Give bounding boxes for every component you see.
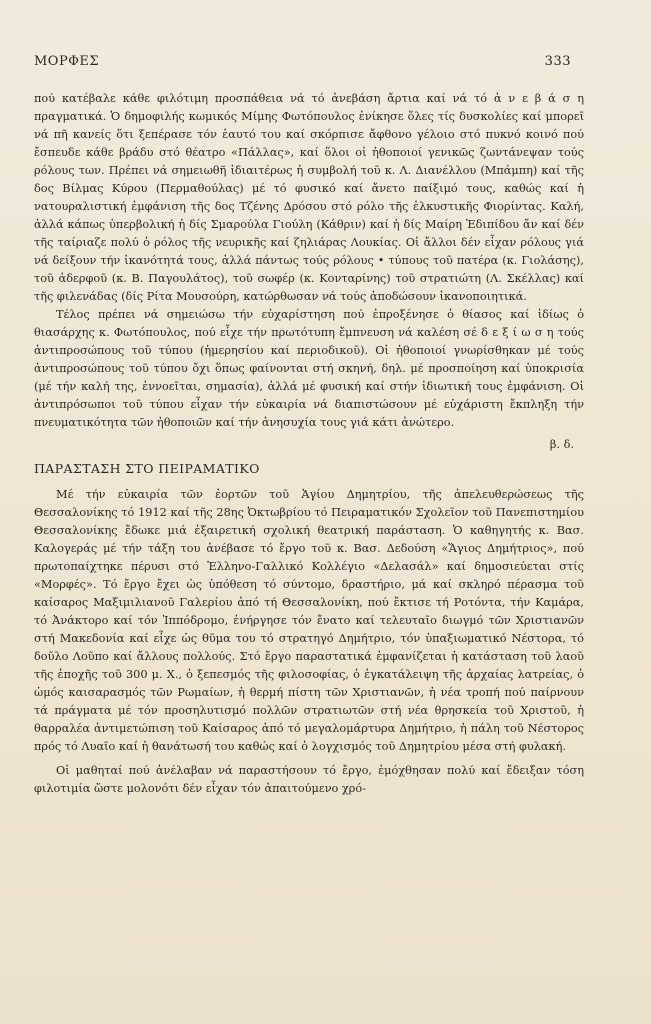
paragraph-students: Οἱ μαθηταί πού ἀνέλαβαν νά παραστήσουν τό ἔργο, ἐμόχθησαν πολύ καί ἔδειξαν τόση φιλοτιμία ὥστε μολονότι δέν εἶχαν τόν ἀπαιτούμενο χρό- — [34, 764, 584, 795]
paragraph-review-cast: πού κατέβαλε κάθε φιλότιμη προσπάθεια νά τό ἀνεβάση ἄρτια καί νά τό ἀ ν ε β ά σ η πραγματικά. Ὁ δημοφιλής κωμικός Μίμης Φωτόπουλος ἐνίκησε ὅλες τίς δυσκολίες καί μπορεῖ νά πῆ κανείς ὅτι ξεπέρασε τόν ἑαυτό του καί σκόρπισε ἄφθονο γέλοιο στό πυκνό κοινό πού ἔσπευδε κάθε βράδυ στό θέατρο «Πάλλας», καί ὅλοι οἱ ἠθοποιοί γενικῶς ζωντάνεψαν τούς ρόλους των. Πρέπει νά σημειωθῆ ἰδιαιτέρως ἡ συμβολή τοῦ κ. Λ. Διανέλλου (Μπάμπη) καί τῆς δος Βίλμας Κύρου (Περμαθούλας) μέ τό φυσικό καί ἄνετο παίξιμό τους, καθώς καί ἡ νατουραλιστική ἐμφάνιση τῆς δος Τζένης Δρόσου στό ρόλο τῆς ἑλκυστικῆς Φιορίντας. Καλή, ἀλλά κάπως ὑπερβολική ἡ δίς Σμαρούλα Γιούλη (Κάθριν) καί ἡ δίς Μαίρη Ἐδιπίδου ἄν καί δέν τῆς ταίριαζε πολύ ὁ ρόλος τῆς νευρικῆς καί ζηλιάρας Λουκίας. Οἱ ἄλλοι δέν εἶχαν ρόλους γιά νά δείξουν τήν ἱκανότητά τους, ἀλλά πάντως τούς ρόλους • τύπους τοῦ πατέρα (κ. Γιολάσης), τοῦ ἀδερφοῦ (κ. Β. Παγουλάτος), τοῦ σωφέρ (κ. Κονταρίνης) τοῦ στρατιώτη (Λ. Σκέλλας) καί τῆς φιλενάδας (δίς Ρίτα Μουσούρη, κατώρθωσαν νά τούς ἀποδώσουν ἱκανοποιητικά. — [34, 92, 584, 303]
author-initials: β. δ. — [549, 438, 574, 451]
section-heading: ΠΑΡΑΣΤΑΣΗ ΣΤΟ ΠΕΙΡΑΜΑΤΙΚΟ — [34, 461, 260, 476]
article-body — [34, 90, 584, 798]
page-header — [34, 54, 571, 69]
page-number: 333 — [544, 54, 571, 69]
paragraph-school-performance: Μέ τήν εὐκαιρία τῶν ἑορτῶν τοῦ Ἁγίου Δημητρίου, τῆς ἀπελευθερώσεως τῆς Θεσσαλονίκης τό 1912 καί τῆς 28ης Ὀκτωβρίου τό Πειραματικόν Σχολεῖον τοῦ Πανεπιστημίου Θεσσαλονίκης ἔδωκε μιά ἐξαιρετική σχολική θεατρική παράσταση. Ὁ καθηγητής κ. Βασ. Καλογεράς μέ τήν τάξη του ἀνέβασε τό ἔργο τοῦ κ. Βασ. Δεδούση «Ἅγιος Δημήτριος», πού πρωτοπαίχτηκε πέρυσι στό Ἑλληνο-Γαλλικό Κολλέγιο «Δελασάλ» καί δημοσιεύεται στίς «Μορφές». Τό ἔργο ἔχει ὡς ὑπόθεση τό σύντομο, δραστήριο, μά καί σκληρό πέρασμα τοῦ καίσαρος Μαξιμιλιανοῦ Γαλερίου ἀπό τή Θεσσαλονίκη, πού ἔκτισε τή Ροτόντα, τήν Καμάρα, τό Ἀνάκτορο καί τόν Ἱππόδρομο, ἐνήργησε τόν ἔνατο καί τελευταῖο διωγμό τῶν Χριστιανῶν στή Μακεδονία καί εἶχε ὡς θῦμα του τό στρατηγό Δημήτριο, τόν ὑπαξιωματικό Νέστορα, τό δοῦλο Λοῦπο καί ἄλλους πολλούς. Στό ἔργο παραστατικά ἐμφανίζεται ἡ κατάσταση τοῦ λαοῦ τῆς ἐποχῆς τοῦ 300 μ. Χ., ὁ ξεπεσμός τῆς φιλοσοφίας, ὁ ἐγκατάλειψη τῆς ἀρχαίας λατρείας, ὁ ὠμός καισαρασμός τῶν Ρωμαίων, ἡ θερμή πίστη τῶν Χριστιανῶν, ἡ νέα τροπή πού παίρνουν τά πράγματα μέ τόν προσηλυτισμό πολλῶν στρατιωτῶν στή νέα θρησκεία τοῦ Χριστοῦ, ἡ θαρραλέα ἀντιμετώπιση τοῦ Καίσαρος ἀπό τό μεγαλομάρτυρα Δημήτριο, ἡ πάλη τοῦ Νέστορος πρός τό Λυαῖο καί ἡ θανάτωσή του καθώς καί ὁ λογχισμός τοῦ Δημητρίου μέσα στή φυλακή. — [34, 488, 584, 753]
running-title: ΜΟΡΦΕΣ — [34, 54, 100, 69]
paragraph-press-reception: Τέλος πρέπει νά σημειώσω τήν εὐχαρίστηση πού ἐπροξένησε ὁ θίασος καί ἰδίως ὁ θιασάρχης κ. Φωτόπουλος, πού εἶχε τήν πρωτότυπη ἔμπνευση νά καλέση σέ δ ε ξ ί ω σ η τούς ἀντιπροσώπους τοῦ τύπου (ἡμερησίου καί περιοδικοῦ). Οἱ ἠθοποιοί γνωρίσθηκαν μέ τούς ἀντιπροσώπους τοῦ τύπου ὄχι ὅπως φαίνονται στή σκηνή, δηλ. μέ προσποίηση καί ὑποκρισία (μέ τήν καλή της, ἐννοεῖται, σημασία), ἀλλά μέ φυσική καί στήν ἰδιωτική τους ἐμφάνιση. Οἱ ἀντιπρόσωποι τοῦ τύπου εἶχαν τήν εὐκαιρία νά διαπιστώσουν μέ εὐχάριστη ἔκπληξη τήν πνευματικότητα τῶν ἠθοποιῶν καί τήν ἀνησυχία τους γιά κάτι ἀνώτερο. — [34, 308, 584, 429]
